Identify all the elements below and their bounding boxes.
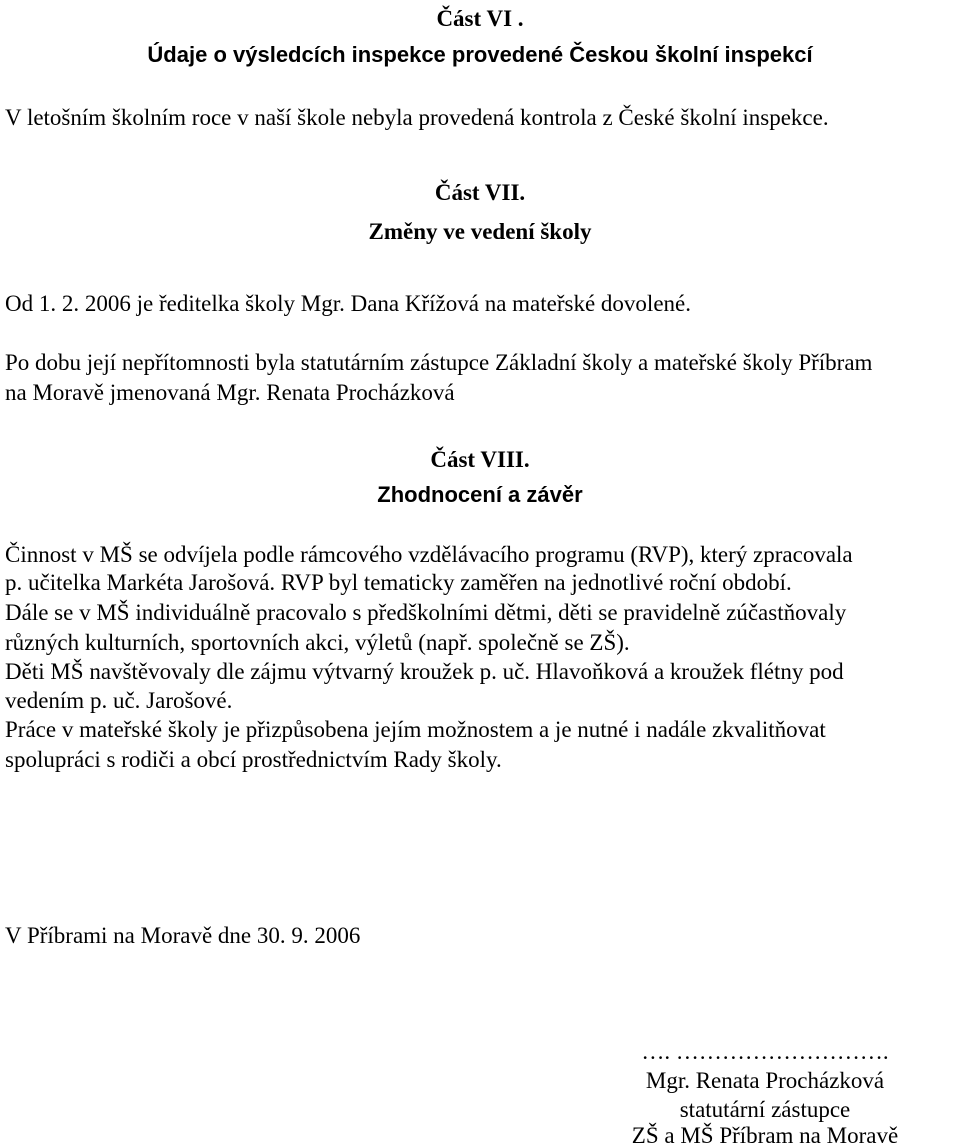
section6-title: Údaje o výsledcích inspekce provedené Českou školní inspekcí <box>147 42 813 67</box>
section7-para2-line1: Po dobu její nepřítomnosti byla statutárním zástupce Základní školy a mateřské školy Příbram <box>5 350 873 375</box>
section8-line: Práce v mateřské školy je přizpůsobena jejím možnostem a je nutné i nadále zkvalitňovat <box>5 717 826 742</box>
section6-heading: Část VI . <box>436 6 524 31</box>
section6-text: V letošním školním roce v naší škole nebyla provedená kontrola z České školní inspekce. <box>5 105 829 130</box>
section8-line: Děti MŠ navštěvovaly dle zájmu výtvarný kroužek p. uč. Hlavoňková a kroužek flétny pod <box>5 659 844 684</box>
section8-line: p. učitelka Markéta Jarošová. RVP byl tematicky zaměřen na jednotlivé roční období. <box>5 570 792 595</box>
section8-line: různých kulturních, sportovních akci, výletů (např. společně se ZŠ). <box>5 630 630 655</box>
section8-line: Činnost v MŠ se odvíjela podle rámcového vzdělávacího programu (RVP), který zpracovala <box>5 542 853 567</box>
section7-title: Změny ve vedení školy <box>368 219 592 244</box>
section7-para2-line2: na Moravě jmenovaná Mgr. Renata Procházková <box>5 380 455 405</box>
section7-para1: Od 1. 2. 2006 je ředitelka školy Mgr. Dana Křížová na mateřské dovolené. <box>5 291 691 316</box>
section8-line: spolupráci s rodiči a obcí prostřednictvím Rady školy. <box>5 747 502 772</box>
section8-line: vedením p. uč. Jarošové. <box>5 688 233 713</box>
signature-org: ZŠ a MŠ Příbram na Moravě <box>631 1123 899 1148</box>
section8-heading: Část VIII. <box>430 447 530 472</box>
signature-line: …. ………………………. <box>641 1039 889 1064</box>
section7-heading: Část VII. <box>434 180 526 205</box>
section8-line: Dále se v MŠ individuálně pracovalo s předškolními dětmi, děti se pravidelně zúčastňovaly <box>5 600 847 625</box>
signature-role: statutární zástupce <box>679 1097 851 1122</box>
section8-title: Zhodnocení a závěr <box>377 482 583 507</box>
place-date: V Příbrami na Moravě dne 30. 9. 2006 <box>5 923 361 948</box>
signature-name: Mgr. Renata Procházková <box>645 1068 885 1093</box>
